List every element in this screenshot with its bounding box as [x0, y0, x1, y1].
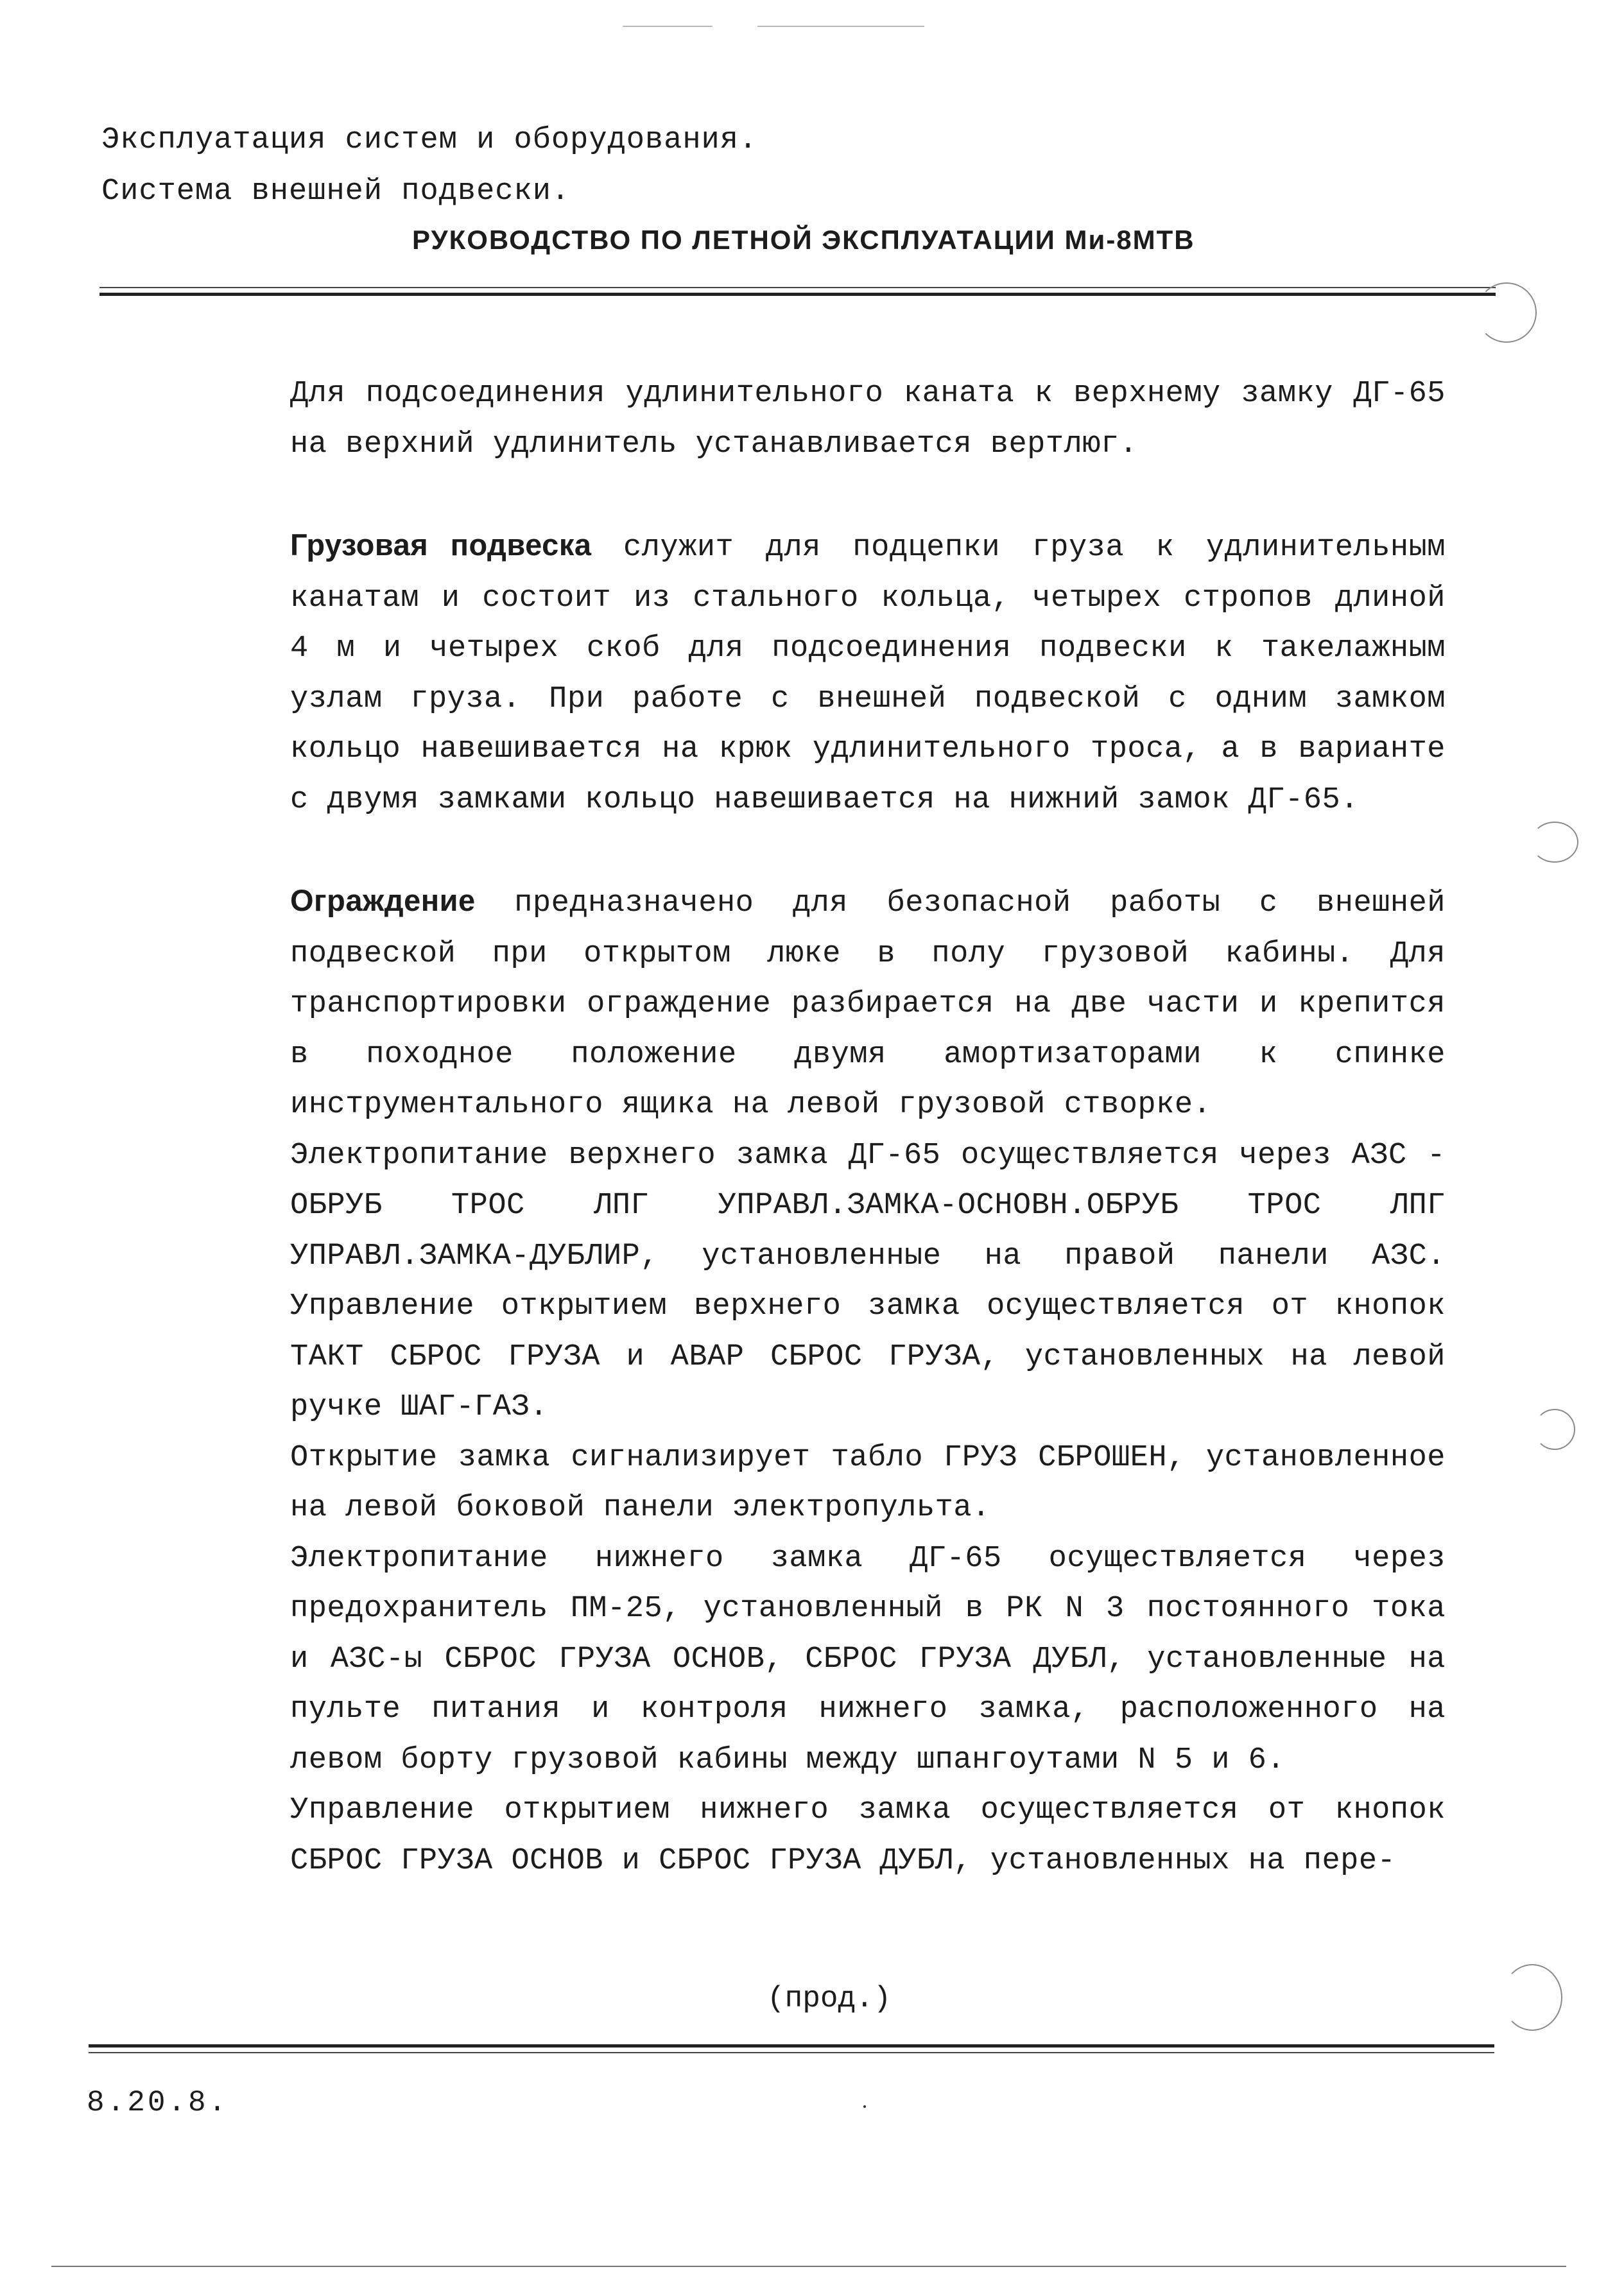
- paragraph: Открытие замка сигнализирует табло ГРУЗ СБРОШЕН, установленное на левой боковой панели электропульта.: [290, 1440, 1446, 1525]
- paragraph: Электропитание нижнего замка ДГ-65 осуществляется через предохранитель ПМ-25, установленный в РК N 3 постоянного тока и АЗС-ы СБРОС ГРУЗА ОСНОВ, СБРОС ГРУЗА ДУБЛ, установленные на пульте питания и контроля нижнего замка, расположенного на левом борту грузовой кабины между шпангоутами N 5 и 6.: [290, 1541, 1446, 1777]
- main-text: [290, 369, 1446, 1886]
- paragraph: Электропитание верхнего замка ДГ-65 осуществляется через АЗС - ОБРУБ ТРОС ЛПГ УПРАВЛ.ЗАМКА-ОСНОВН.ОБРУБ ТРОС ЛПГ УПРАВЛ.ЗАМКА-ДУБЛИР, установленные на правой панели АЗС. Управление открытием верхнего замка осуществляется от кнопок ТАКТ СБРОС ГРУЗА и АВАР СБРОС ГРУЗА, установленных на левой ручке ШАГ-ГАЗ.: [290, 1138, 1446, 1424]
- paragraph: [290, 875, 1446, 1131]
- paragraph: Управление открытием нижнего замка осуществляется от кнопок СБРОС ГРУЗА ОСНОВ и СБРОС ГРУЗА ДУБЛ, установленных на пере-: [290, 1793, 1446, 1878]
- term: Ограждение: [290, 883, 476, 917]
- header-rule-thin: [99, 287, 1496, 288]
- paragraph: [290, 520, 1446, 825]
- paragraph: Для подсоединения удлинительного каната к верхнему замку ДГ-65 на верхний удлинитель устанавливается вертлюг.: [290, 377, 1446, 461]
- term: Грузовая подвеска: [290, 528, 592, 562]
- paragraph-text: служит для подцепки груза к удлинительным канатам и состоит из стального кольца, четырех стропов длиной 4 м и четырех скоб для подсоединения подвески к такелажным узлам груза. При работе с внешней подвеской с одним замком кольцо навешивается на крюк удлинительного троса, а в варианте с двумя замками кольцо навешивается на нижний замок ДГ-65.: [290, 531, 1446, 817]
- footer-rule-thin: [89, 2052, 1494, 2053]
- punch-hole: [1476, 282, 1537, 343]
- subsection-title: Система внешней подвески.: [101, 175, 571, 209]
- punch-hole: [1502, 1964, 1562, 2031]
- paragraph-text: предназначено для безопасной работы с внешней подвеской при открытом люке в полу грузовой кабины. Для транспортировки ограждение разбирается на две части и крепится в походное положение двумя амортизаторами к спинке инструментального ящика на левой грузовой створке.: [290, 886, 1446, 1122]
- punch-hole: [1534, 1409, 1575, 1450]
- page-number: 8.20.8.: [87, 2086, 229, 2119]
- section-title: Эксплуатация систем и оборудования.: [101, 123, 758, 157]
- scan-artifact-line: [757, 26, 924, 27]
- manual-title: РУКОВОДСТВО ПО ЛЕТНОЙ ЭКСПЛУАТАЦИИ Ми-8МТВ: [412, 225, 1195, 255]
- scan-bottom-edge: [51, 2266, 1566, 2267]
- header-rule-thick: [99, 293, 1496, 296]
- footer-rule-thick: [89, 2044, 1494, 2048]
- continued-label: (прод.): [767, 1982, 892, 2015]
- scan-artifact-line: [623, 26, 713, 27]
- punch-hole: [1531, 822, 1578, 863]
- scan-speck: [863, 2105, 866, 2108]
